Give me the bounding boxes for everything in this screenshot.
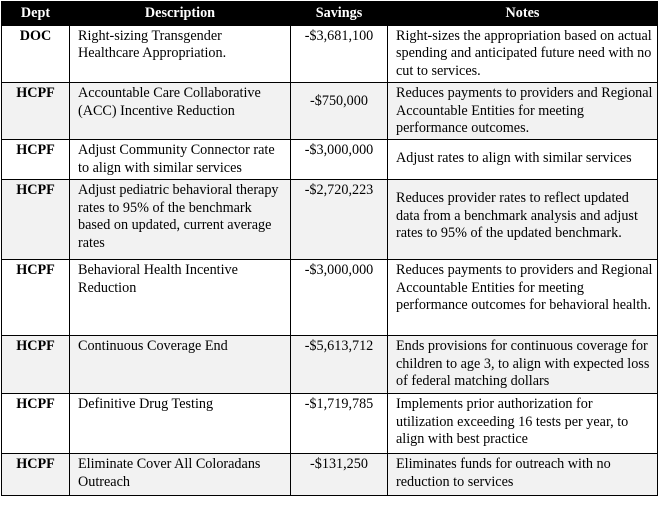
notes-cell: Implements prior authorization for utilization exceeding 16 tests per year, to align with best practice (388, 394, 658, 454)
dept-cell: HCPF (2, 260, 70, 336)
description-cell: Adjust Community Connector rate to align with similar services (70, 140, 291, 180)
savings-cell: -$750,000 (291, 83, 388, 140)
table-header (2, 2, 658, 26)
savings-cell: -$1,719,785 (291, 394, 388, 454)
header-notes: Notes (388, 2, 658, 26)
notes-cell: Reduces provider rates to reflect updated data from a benchmark analysis and adjust rates to 95% of the updated benchmark. (388, 180, 658, 260)
dept-cell: HCPF (2, 394, 70, 454)
savings-cell: -$2,720,223 (291, 180, 388, 260)
notes-cell: Adjust rates to align with similar services (388, 140, 658, 180)
dept-cell: HCPF (2, 180, 70, 260)
table-row (2, 26, 658, 83)
savings-cell: -$3,000,000 (291, 260, 388, 336)
notes-cell: Right-sizes the appropriation based on actual spending and anticipated future need with no cut to services. (388, 26, 658, 83)
notes-cell: Ends provisions for continuous coverage for children to age 3, to align with expected loss of federal matching dollars (388, 336, 658, 394)
description-cell: Continuous Coverage End (70, 336, 291, 394)
description-cell: Definitive Drug Testing (70, 394, 291, 454)
description-cell: Eliminate Cover All Coloradans Outreach (70, 454, 291, 496)
notes-cell: Eliminates funds for outreach with no reduction to services (388, 454, 658, 496)
description-cell: Behavioral Health Incentive Reduction (70, 260, 291, 336)
table-body (2, 26, 658, 496)
description-cell: Accountable Care Collaborative (ACC) Incentive Reduction (70, 83, 291, 140)
header-dept: Dept (2, 2, 70, 26)
savings-cell: -$5,613,712 (291, 336, 388, 394)
table-row (2, 454, 658, 496)
budget-cuts-table (1, 1, 658, 496)
table-row (2, 83, 658, 140)
description-cell: Right-sizing Transgender Healthcare Appropriation. (70, 26, 291, 83)
header-row (2, 2, 658, 26)
table-row (2, 140, 658, 180)
header-savings: Savings (291, 2, 388, 26)
dept-cell: HCPF (2, 454, 70, 496)
notes-cell: Reduces payments to providers and Regional Accountable Entities for meeting performance outcomes. (388, 83, 658, 140)
description-cell: Adjust pediatric behavioral therapy rates to 95% of the benchmark based on updated, current average rates (70, 180, 291, 260)
table-row (2, 394, 658, 454)
notes-cell: Reduces payments to providers and Regional Accountable Entities for meeting performance outcomes for behavioral health. (388, 260, 658, 336)
dept-cell: HCPF (2, 83, 70, 140)
table-row (2, 336, 658, 394)
savings-cell: -$3,000,000 (291, 140, 388, 180)
dept-cell: HCPF (2, 140, 70, 180)
dept-cell: DOC (2, 26, 70, 83)
dept-cell: HCPF (2, 336, 70, 394)
savings-cell: -$3,681,100 (291, 26, 388, 83)
table-row (2, 260, 658, 336)
table-row (2, 180, 658, 260)
header-description: Description (70, 2, 291, 26)
savings-cell: -$131,250 (291, 454, 388, 496)
